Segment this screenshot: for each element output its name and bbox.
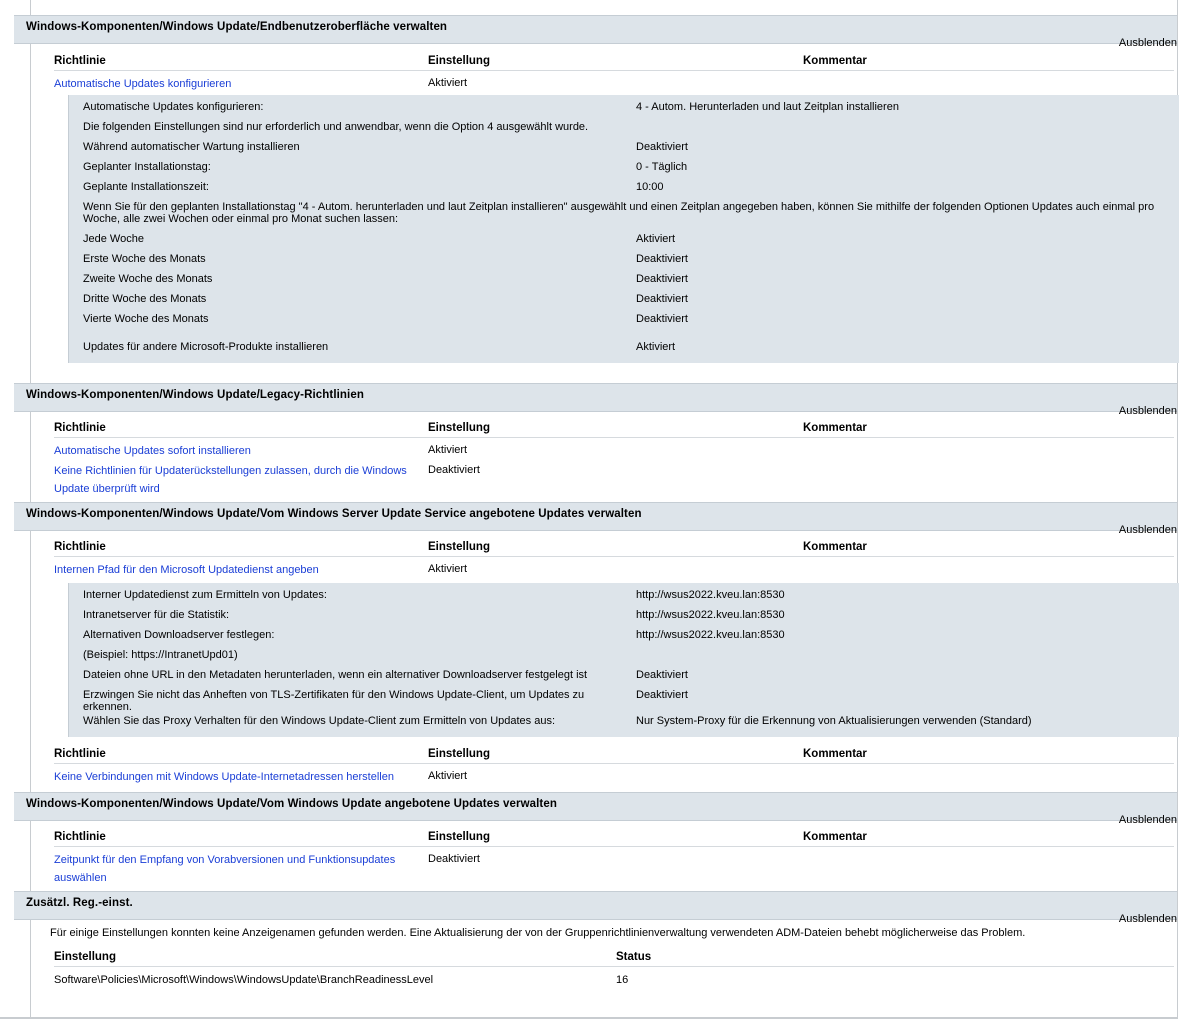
detail-label: Geplante Installationszeit: (83, 181, 209, 193)
table-row (54, 557, 1177, 579)
policy-setting: Aktiviert (428, 770, 468, 782)
col-comment: Kommentar (803, 748, 867, 760)
col-setting: Einstellung (428, 831, 490, 843)
report-page (14, 15, 1177, 991)
col-policy: Richtlinie (54, 55, 106, 67)
policy-link[interactable]: Keine Verbindungen mit Windows Update-Internetadressen herstellen (54, 771, 394, 783)
section-enduser-ui (14, 15, 1177, 383)
registry-status: 16 (616, 974, 629, 986)
detail-value: 4 - Autom. Herunterladen und laut Zeitplan installieren (636, 101, 899, 113)
col-comment: Kommentar (803, 831, 867, 843)
section-legacy-policies (14, 383, 1177, 502)
detail-value: 0 - Täglich (636, 161, 688, 173)
registry-path: Software\Policies\Microsoft\Windows\WindowsUpdate\BranchReadinessLevel (54, 974, 434, 986)
detail-row (83, 687, 1179, 713)
table-header (54, 536, 1174, 557)
table-row (54, 71, 1177, 93)
section-wu-updates (14, 792, 1177, 891)
detail-row (83, 587, 1179, 607)
table-header (54, 826, 1174, 847)
detail-value: Aktiviert (636, 233, 676, 245)
detail-label: Vierte Woche des Monats (83, 313, 209, 325)
detail-row (83, 713, 1179, 733)
hide-button[interactable]: Ausblenden (1118, 814, 1177, 826)
detail-note: Die folgenden Einstellungen sind nur erforderlich und anwendbar, wenn die Option 4 ausgewählt wurde. (83, 121, 589, 133)
detail-row (83, 291, 1179, 311)
hide-button[interactable]: Ausblenden (1118, 37, 1177, 49)
detail-value: Deaktiviert (636, 141, 688, 153)
table-row (54, 967, 1177, 991)
detail-value: http://wsus2022.kveu.lan:8530 (636, 629, 785, 641)
detail-value: Deaktiviert (636, 669, 688, 681)
col-policy: Richtlinie (54, 748, 106, 760)
policy-link[interactable]: Zeitpunkt für den Empfang von Vorabversionen und Funktionsupdates auswählen (54, 854, 396, 884)
policy-setting: Aktiviert (428, 77, 468, 89)
policy-link[interactable]: Automatische Updates konfigurieren (54, 78, 232, 90)
table-row (54, 847, 1177, 891)
col-setting: Einstellung (428, 748, 490, 760)
col-comment: Kommentar (803, 541, 867, 553)
detail-value: Deaktiviert (636, 293, 688, 305)
detail-label: (Beispiel: https://IntranetUpd01) (83, 649, 238, 661)
section-header (14, 792, 1177, 826)
table-row (54, 438, 1177, 460)
detail-label: Dritte Woche des Monats (83, 293, 207, 305)
section-header (14, 15, 1177, 49)
table-row (54, 764, 1177, 792)
detail-label: Erste Woche des Monats (83, 253, 206, 265)
col-setting: Einstellung (54, 951, 116, 963)
detail-row (83, 231, 1179, 251)
detail-label: Jede Woche (83, 233, 144, 245)
policy-link[interactable]: Automatische Updates sofort installieren (54, 445, 251, 457)
detail-label: Intranetserver für die Statistik: (83, 609, 230, 621)
detail-label: Interner Updatedienst zum Ermitteln von Updates: (83, 589, 327, 601)
detail-label: Wählen Sie das Proxy Verhalten für den Windows Update-Client zum Ermitteln von Updates aus: (83, 715, 556, 727)
section-extra-registry (14, 891, 1177, 991)
table-header (54, 50, 1174, 71)
detail-label: Während automatischer Wartung installieren (83, 141, 300, 153)
section-title: Windows-Komponenten/Windows Update/Vom Windows Server Update Service angebotene Updates verwalten (26, 508, 642, 520)
detail-value: http://wsus2022.kveu.lan:8530 (636, 609, 785, 621)
detail-label: Updates für andere Microsoft-Produkte installieren (83, 341, 329, 353)
detail-note: Wenn Sie für den geplanten Installationstag "4 - Autom. herunterladen und laut Zeitplan installieren" ausgewählt und einen Zeitplan angegeben haben, können Sie mithilfe der folgenden Optionen Updates auch einmal pro Woche, alle zwei Wochen oder einmal pro Monat suchen lassen: (83, 201, 1155, 225)
col-setting: Einstellung (428, 422, 490, 434)
detail-label: Erzwingen Sie nicht das Anheften von TLS-Zertifikaten für den Windows Update-Client, um Updates zu erkennen. (83, 689, 585, 713)
detail-label: Zweite Woche des Monats (83, 273, 213, 285)
col-setting: Einstellung (428, 55, 490, 67)
detail-row (83, 139, 1179, 159)
detail-row (83, 647, 1179, 667)
detail-row (83, 311, 1179, 339)
section-wsus-updates (14, 502, 1177, 792)
policy-setting: Deaktiviert (428, 464, 480, 476)
section-title: Windows-Komponenten/Windows Update/Endbenutzeroberfläche verwalten (26, 21, 448, 33)
detail-row (83, 271, 1179, 291)
detail-value: Deaktiviert (636, 313, 688, 325)
detail-value: Aktiviert (636, 341, 676, 353)
policy-setting: Deaktiviert (428, 853, 480, 865)
policy-details (68, 583, 1179, 737)
detail-row (83, 339, 1179, 359)
table-header (54, 743, 1174, 764)
table-header (54, 946, 1174, 967)
hide-button[interactable]: Ausblenden (1118, 524, 1177, 536)
policy-link[interactable]: Keine Richtlinien für Updaterückstellungen zulassen, durch die Windows Update überprüft wird (54, 465, 407, 495)
detail-value: http://wsus2022.kveu.lan:8530 (636, 589, 785, 601)
detail-row (83, 119, 1179, 139)
detail-row (83, 179, 1179, 199)
detail-value: Deaktiviert (636, 253, 688, 265)
detail-label: Geplanter Installationstag: (83, 161, 211, 173)
detail-value: Nur System-Proxy für die Erkennung von Aktualisierungen verwenden (Standard) (636, 715, 1032, 727)
detail-row (83, 251, 1179, 271)
detail-label: Automatische Updates konfigurieren: (83, 101, 264, 113)
policy-setting: Aktiviert (428, 563, 468, 575)
col-status: Status (616, 951, 652, 963)
col-comment: Kommentar (803, 422, 867, 434)
col-setting: Einstellung (428, 541, 490, 553)
section-header (14, 383, 1177, 417)
table-row (54, 460, 1177, 502)
detail-row (83, 627, 1179, 647)
detail-row (83, 667, 1179, 687)
hide-button[interactable]: Ausblenden (1118, 405, 1177, 417)
section-title: Zusätzl. Reg.-einst. (26, 897, 133, 909)
section-title: Windows-Komponenten/Windows Update/Vom Windows Update angebotene Updates verwalten (26, 798, 557, 810)
detail-row (83, 199, 1179, 231)
missing-names-note: Für einige Einstellungen konnten keine Anzeigenamen gefunden werden. Eine Aktualisierung der von der Gruppenrichtlinienverwaltung verwendeten ADM-Dateien behebt möglicherweise das Problem. (50, 927, 1026, 939)
detail-row (83, 607, 1179, 627)
section-title: Windows-Komponenten/Windows Update/Legacy-Richtlinien (26, 389, 364, 401)
section-header (14, 502, 1177, 536)
table-header (54, 417, 1174, 438)
col-policy: Richtlinie (54, 422, 106, 434)
col-policy: Richtlinie (54, 541, 106, 553)
detail-label: Dateien ohne URL in den Metadaten herunterladen, wenn ein alternativer Downloadserver festgelegt ist (83, 669, 588, 681)
col-comment: Kommentar (803, 55, 867, 67)
policy-link[interactable]: Internen Pfad für den Microsoft Updatedienst angeben (54, 564, 319, 576)
policy-details (68, 95, 1179, 363)
detail-row (83, 159, 1179, 179)
detail-value: Deaktiviert (636, 689, 688, 701)
col-policy: Richtlinie (54, 831, 106, 843)
section-header (14, 891, 1177, 925)
detail-row (83, 99, 1179, 119)
detail-label: Alternativen Downloadserver festlegen: (83, 629, 275, 641)
hide-button[interactable]: Ausblenden (1118, 913, 1177, 925)
detail-value: Deaktiviert (636, 273, 688, 285)
detail-value: 10:00 (636, 181, 664, 193)
policy-setting: Aktiviert (428, 444, 468, 456)
